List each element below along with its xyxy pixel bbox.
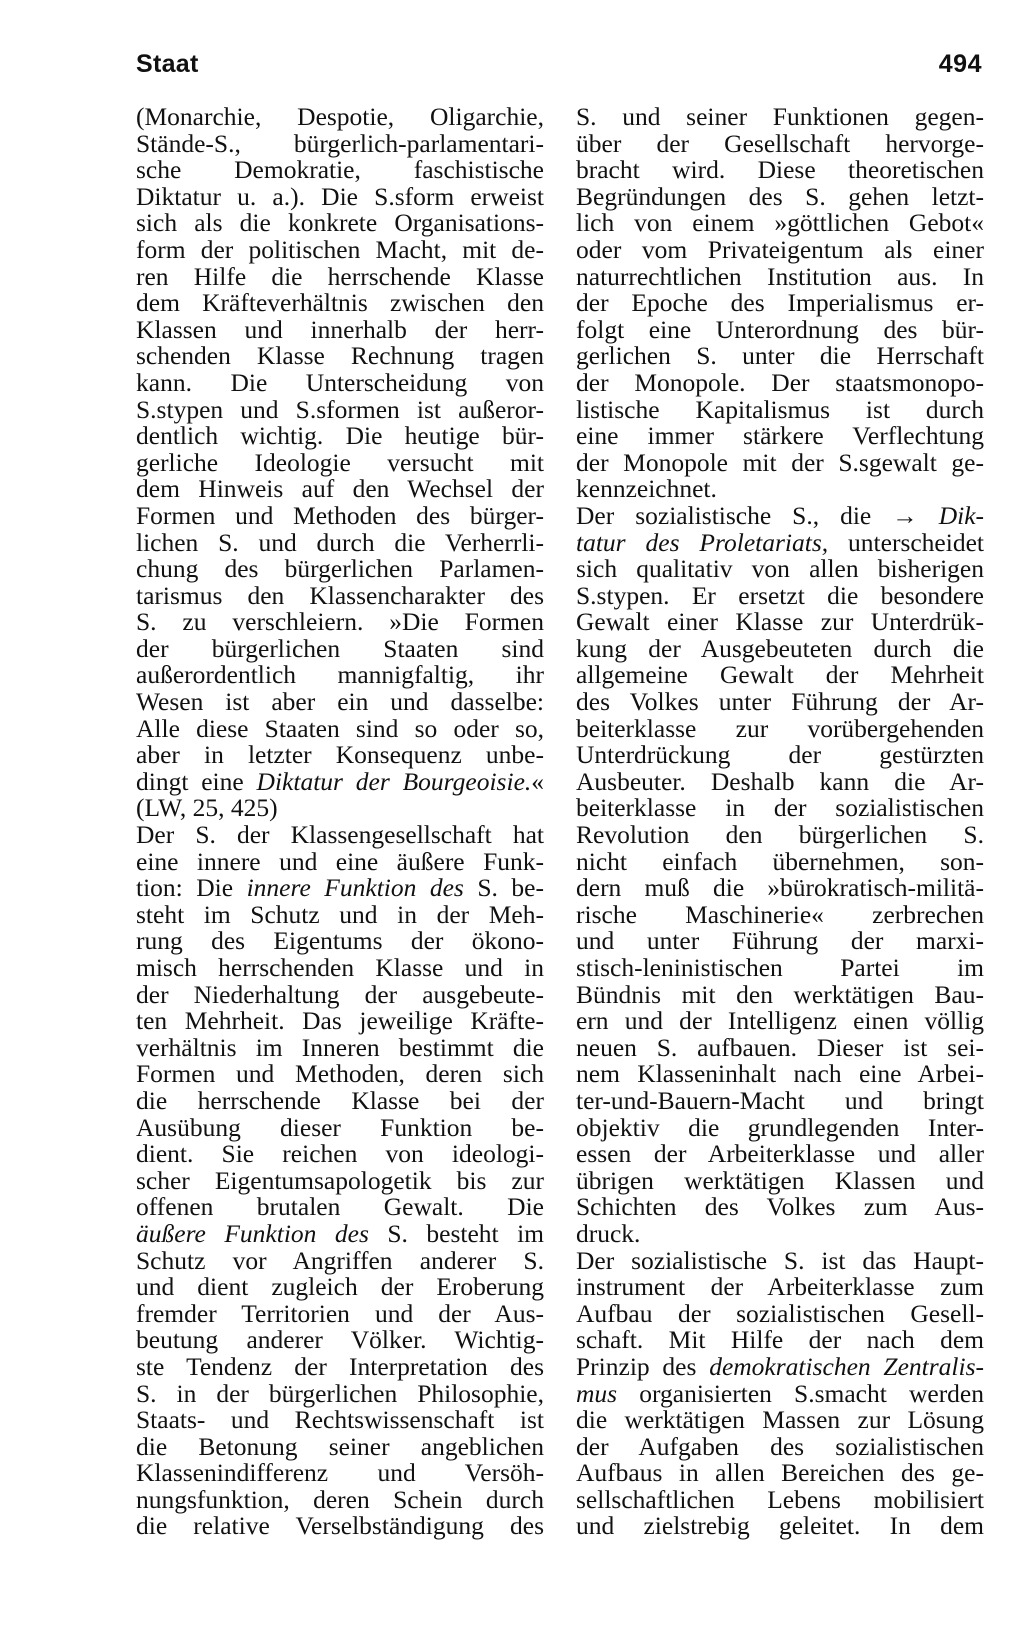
text-line bbox=[576, 1351, 984, 1381]
text-line: gerliche Ideologie versucht mit bbox=[136, 447, 544, 477]
text-line: Der sozialistische S. ist das Haupt- bbox=[576, 1245, 984, 1275]
italic-term: äußere Funktion des bbox=[136, 1218, 369, 1248]
text-line: Formen und Methoden, deren sich bbox=[136, 1059, 544, 1089]
text-line: schenden Klasse Rechnung tragen bbox=[136, 341, 544, 371]
text-line: Klassen und innerhalb der herr- bbox=[136, 314, 544, 344]
text-line: ter-und-Bauern-Macht und bringt bbox=[576, 1085, 984, 1115]
text-line bbox=[576, 500, 984, 530]
italic-term: demokratischen Zentralis- bbox=[709, 1351, 984, 1381]
text-line: ste Tendenz der Interpretation des bbox=[136, 1351, 544, 1381]
text-line: der Monopole. Der staatsmonopo- bbox=[576, 367, 984, 397]
text-line: S.stypen und S.sformen ist außeror- bbox=[136, 394, 544, 424]
text-line: Wesen ist aber ein und dasselbe: bbox=[136, 687, 544, 717]
text-line: Staats- und Rechtswissenschaft ist bbox=[136, 1405, 544, 1435]
text-segment: tion: Die bbox=[136, 873, 247, 903]
text-line: steht im Schutz und in der Meh- bbox=[136, 899, 544, 929]
text-line: eine innere und eine äußere Funk- bbox=[136, 846, 544, 876]
text-line bbox=[576, 527, 984, 557]
text-line: ern und der Intelligenz einen völlig bbox=[576, 1006, 984, 1036]
text-line: Der S. der Klassengesellschaft hat bbox=[136, 820, 544, 850]
text-line: Aufbaus in allen Bereichen des ge- bbox=[576, 1458, 984, 1488]
text-line: gerlichen S. unter die Herrschaft bbox=[576, 341, 984, 371]
left-column bbox=[136, 104, 544, 1540]
text-line: Begründungen des S. gehen letzt- bbox=[576, 181, 984, 211]
text-line: druck. bbox=[576, 1218, 641, 1248]
text-line: der Epoche des Imperialismus er- bbox=[576, 288, 984, 318]
text-line: Schutz vor Angriffen anderer S. bbox=[136, 1245, 544, 1275]
text-line: form der politischen Macht, mit de- bbox=[136, 234, 544, 264]
text-line: über der Gesellschaft hervorge- bbox=[576, 128, 984, 158]
text-line: Unterdrückung der gestürzten bbox=[576, 740, 984, 770]
italic-term: Dik- bbox=[938, 500, 984, 530]
running-head bbox=[136, 50, 982, 86]
text-segment: organisierten S.smacht werden bbox=[617, 1378, 984, 1408]
text-segment: « bbox=[531, 766, 545, 796]
text-segment: S. be- bbox=[463, 873, 544, 903]
text-line: der Niederhaltung der ausgebeute- bbox=[136, 979, 544, 1009]
text-line: lichen S. und durch die Verherrli- bbox=[136, 527, 544, 557]
text-line: der bürgerlichen Staaten sind bbox=[136, 633, 544, 663]
text-line: Revolution den bürgerlichen S. bbox=[576, 820, 984, 850]
text-line: rung des Eigentums der ökono- bbox=[136, 926, 544, 956]
text-line: und zielstrebig geleitet. In dem bbox=[576, 1511, 984, 1541]
text-line: beiterklasse zur vorübergehenden bbox=[576, 713, 984, 743]
text-line: dient. Sie reichen von ideologi- bbox=[136, 1139, 544, 1169]
text-line: und unter Führung der marxi- bbox=[576, 926, 984, 956]
text-line: Stände-S., bürgerlich-parlamentari- bbox=[136, 128, 544, 158]
text-line: Diktatur u. a.). Die S.sform erweist bbox=[136, 181, 544, 211]
text-segment: S. besteht im bbox=[368, 1218, 544, 1248]
text-line: (Monarchie, Despotie, Oligarchie, bbox=[136, 102, 544, 131]
text-line: listische Kapitalismus ist durch bbox=[576, 394, 984, 424]
text-line: (LW, 25, 425) bbox=[136, 793, 278, 823]
text-line: aber in letzter Konsequenz unbe- bbox=[136, 740, 544, 770]
text-line bbox=[136, 766, 545, 796]
text-line: verhältnis im Inneren bestimmt die bbox=[136, 1032, 544, 1062]
text-segment: Prinzip des bbox=[576, 1351, 710, 1381]
text-line: kann. Die Unterscheidung von bbox=[136, 367, 544, 397]
text-line bbox=[576, 1378, 984, 1408]
text-line: scher Eigentumsapologetik bis zur bbox=[136, 1165, 544, 1195]
text-line: S. in der bürgerlichen Philosophie, bbox=[136, 1378, 544, 1408]
text-line: oder vom Privateigentum als einer bbox=[576, 234, 984, 264]
italic-term: mus bbox=[576, 1378, 618, 1408]
text-line: nem Klasseninhalt nach eine Arbei- bbox=[576, 1059, 984, 1089]
text-line: Gewalt einer Klasse zur Unterdrük- bbox=[576, 607, 984, 637]
head-word: Staat bbox=[136, 50, 199, 78]
text-line: die relative Verselbständigung des bbox=[136, 1511, 544, 1541]
text-line: sche Demokratie, faschistische bbox=[136, 155, 544, 185]
text-line: beutung anderer Völker. Wichtig- bbox=[136, 1325, 544, 1355]
italic-term: tatur des Proletariats, bbox=[576, 527, 829, 557]
page-number: 494 bbox=[938, 50, 982, 78]
text-line: tarismus den Klassencharakter des bbox=[136, 580, 544, 610]
text-segment: Der sozialistische S., die → bbox=[576, 500, 939, 530]
text-line bbox=[136, 875, 544, 902]
text-line: der Monopole mit der S.sgewalt ge- bbox=[576, 447, 984, 477]
text-line bbox=[136, 1218, 544, 1248]
text-line: neuen S. aufbauen. Dieser ist sei- bbox=[576, 1032, 984, 1062]
text-line: dentlich wichtig. Die heutige bür- bbox=[136, 421, 544, 451]
text-line: Bündnis mit den werktätigen Bau- bbox=[576, 979, 984, 1009]
text-line: sellschaftlichen Lebens mobilisiert bbox=[576, 1484, 984, 1514]
text-line: bracht wird. Diese theoretischen bbox=[576, 155, 984, 185]
text-line: außerordentlich mannigfaltig, ihr bbox=[136, 660, 544, 690]
text-line: Klassenindifferenz und Versöh- bbox=[136, 1458, 544, 1488]
text-line: die werktätigen Massen zur Lösung bbox=[576, 1405, 984, 1435]
text-line: nicht einfach übernehmen, son- bbox=[576, 846, 984, 876]
text-segment: unterscheidet bbox=[828, 527, 984, 557]
text-line: beiterklasse in der sozialistischen bbox=[576, 793, 984, 823]
text-line: schaft. Mit Hilfe der nach dem bbox=[576, 1325, 984, 1355]
text-line: naturrechtlichen Institution aus. In bbox=[576, 261, 984, 291]
text-line: Aufbau der sozialistischen Gesell- bbox=[576, 1298, 984, 1328]
text-line: lich von einem »göttlichen Gebot« bbox=[576, 208, 984, 238]
text-line: rische Maschinerie« zerbrechen bbox=[576, 899, 984, 929]
text-line: chung des bürgerlichen Parlamen- bbox=[136, 554, 544, 584]
text-line: Alle diese Staaten sind so oder so, bbox=[136, 713, 544, 743]
text-line: allgemeine Gewalt der Mehrheit bbox=[576, 660, 984, 690]
text-line: offenen brutalen Gewalt. Die bbox=[136, 1192, 544, 1222]
text-line: instrument der Arbeiterklasse zum bbox=[576, 1272, 984, 1302]
text-line: kung der Ausgebeuteten durch die bbox=[576, 633, 984, 663]
text-line: stisch-leninistischen Partei im bbox=[576, 953, 984, 982]
text-line: sich als die konkrete Organisations- bbox=[136, 208, 544, 238]
italic-term: Diktatur der Bourgeoisie. bbox=[256, 766, 532, 796]
text-line: des Volkes unter Führung der Ar- bbox=[576, 687, 984, 717]
text-line: und dient zugleich der Eroberung bbox=[136, 1272, 544, 1302]
text-line: Schichten des Volkes zum Aus- bbox=[576, 1192, 984, 1222]
text-line: fremder Territorien und der Aus- bbox=[136, 1298, 544, 1328]
text-line: sich qualitativ von allen bisherigen bbox=[576, 554, 984, 584]
text-line: kennzeichnet. bbox=[576, 474, 717, 504]
text-line: dem Kräfteverhältnis zwischen den bbox=[136, 288, 544, 318]
text-line: misch herrschenden Klasse und in bbox=[136, 953, 544, 982]
text-line: dern muß die »bürokratisch-militä- bbox=[576, 873, 984, 903]
text-line: eine immer stärkere Verflechtung bbox=[576, 421, 984, 451]
text-line: die Betonung seiner angeblichen bbox=[136, 1431, 544, 1461]
right-column bbox=[576, 104, 984, 1540]
text-line: übrigen werktätigen Klassen und bbox=[576, 1165, 984, 1195]
text-line: die herrschende Klasse bei der bbox=[136, 1085, 544, 1115]
text-line: nungsfunktion, deren Schein durch bbox=[136, 1484, 544, 1514]
text-line: S. zu verschleiern. »Die Formen bbox=[136, 607, 544, 637]
italic-term: innere Funktion des bbox=[246, 873, 464, 903]
text-segment: dingt eine bbox=[136, 766, 257, 796]
text-line: folgt eine Unterordnung des bür- bbox=[576, 314, 984, 344]
text-line: essen der Arbeiterklasse und aller bbox=[576, 1139, 984, 1169]
text-line: objektiv die grundlegenden Inter- bbox=[576, 1112, 984, 1142]
text-line: S.stypen. Er ersetzt die besondere bbox=[576, 580, 984, 610]
text-line: ten Mehrheit. Das jeweilige Kräfte- bbox=[136, 1006, 544, 1036]
text-line: ren Hilfe die herrschende Klasse bbox=[136, 261, 544, 291]
text-line: der Aufgaben des sozialistischen bbox=[576, 1431, 984, 1461]
text-line: Formen und Methoden des bürger- bbox=[136, 500, 544, 530]
text-line: dem Hinweis auf den Wechsel der bbox=[136, 474, 544, 504]
text-line: Ausübung dieser Funktion be- bbox=[136, 1112, 544, 1142]
text-line: S. und seiner Funktionen gegen- bbox=[576, 102, 984, 131]
text-line: Ausbeuter. Deshalb kann die Ar- bbox=[576, 766, 984, 796]
